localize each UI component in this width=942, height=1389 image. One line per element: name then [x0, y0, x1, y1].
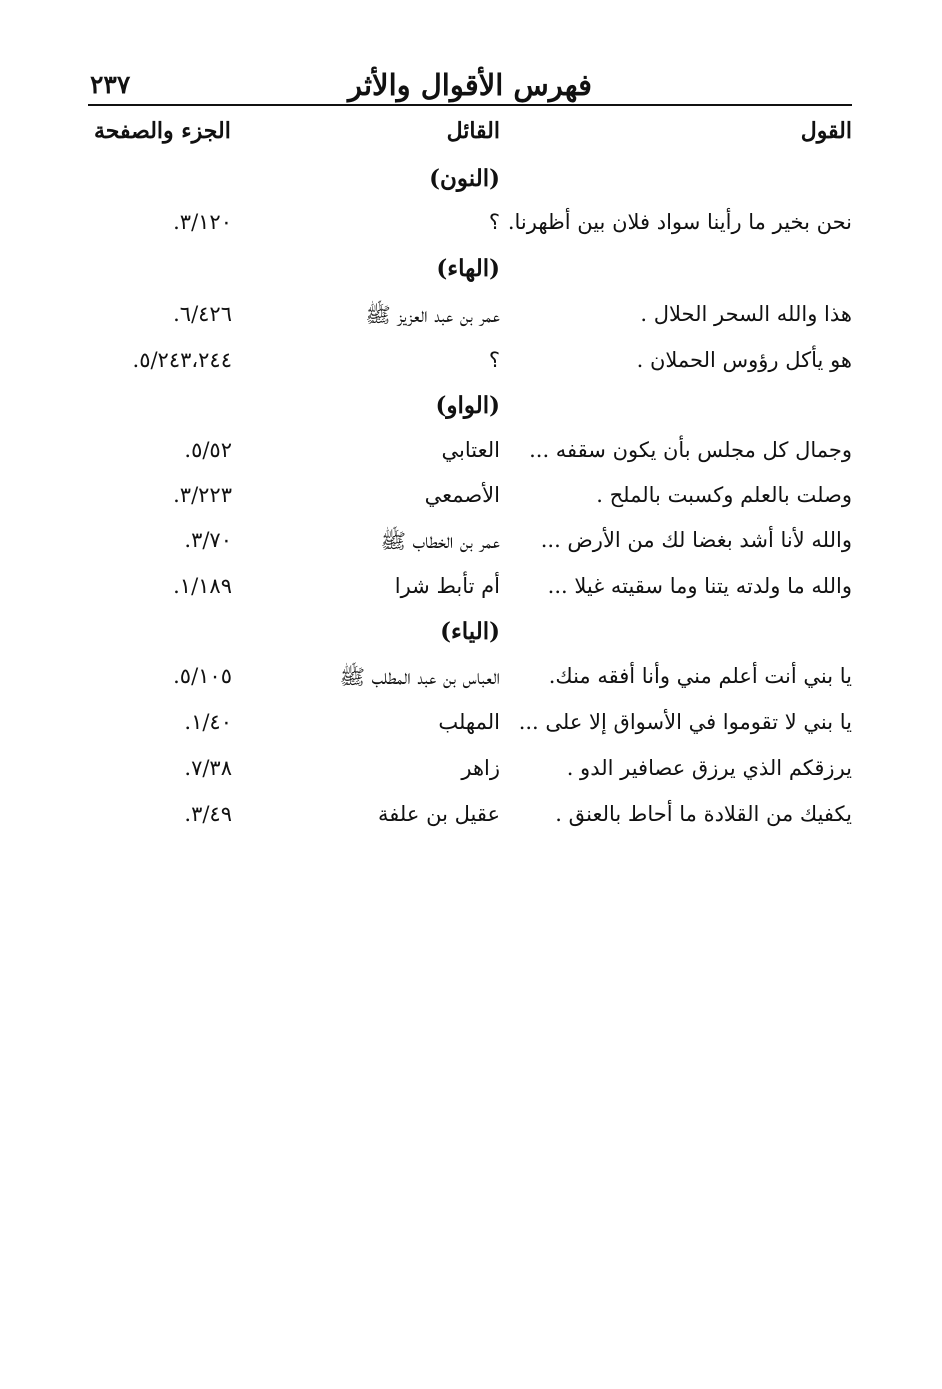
volume-page-ref: ٥/٥٢.	[184, 438, 232, 462]
page-title: فهرس الأقوال والأثر	[347, 68, 593, 102]
quote-text: يرزقكم الذي يرزق عصافير الدو .	[566, 756, 852, 780]
quote-text: وصلت بالعلم وكسبت بالملح .	[596, 483, 852, 507]
section-heading-waw: (الواو)	[435, 392, 500, 419]
table-row	[80, 348, 852, 386]
volume-page-ref: ١/٤٠.	[184, 710, 232, 734]
volume-page-ref: ٦/٤٢٦.	[173, 302, 232, 326]
quote-text: هو يأكل رؤوس الحملان .	[636, 348, 852, 372]
speaker-name: العباس بن عبد المطلب ﷺ	[339, 665, 500, 689]
section-heading-haa: (الهاء)	[436, 255, 500, 282]
volume-page-ref: ٣/١٢٠.	[173, 210, 232, 234]
speaker-name: أم تأبط شرا	[394, 574, 500, 598]
section-heading-noon: (النون)	[429, 165, 500, 192]
quote-text: وجمال كل مجلس بأن يكون سقفه ...	[529, 438, 852, 462]
volume-page-ref: ٣/٤٩.	[184, 802, 232, 826]
quote-text: نحن بخير ما رأينا سواد فلان بين أظهرنا.	[507, 210, 852, 234]
quote-text: هذا والله السحر الحلال .	[640, 302, 852, 326]
table-row	[80, 710, 852, 748]
table-row	[80, 528, 852, 566]
speaker-name: عقيل بن علفة	[378, 802, 500, 826]
volume-page-ref: ٣/٧٠.	[184, 528, 232, 552]
column-header-ref: الجزء والصفحة	[94, 118, 231, 144]
speaker-name: الأصمعي	[424, 483, 500, 507]
table-row	[80, 574, 852, 612]
speaker-name: زاهر	[461, 756, 500, 780]
section-heading-yaa: (الياء)	[440, 618, 500, 645]
speaker-name: المهلب	[438, 710, 500, 734]
speaker-name: ؟	[488, 348, 500, 372]
quote-text: والله لأنا أشد بغضا لك من الأرض ...	[540, 528, 852, 552]
page-number: ٢٣٧	[90, 70, 131, 99]
quote-text: يكفيك من القلادة ما أحاط بالعنق .	[555, 802, 852, 826]
table-row	[80, 664, 852, 702]
speaker-name: العتابي	[441, 438, 500, 462]
speaker-name: عمر بن الخطاب ﷺ	[380, 529, 500, 553]
table-row	[80, 438, 852, 476]
table-row	[80, 802, 852, 840]
quote-text: يا بني لا تقوموا في الأسواق إلا على ...	[518, 710, 852, 734]
table-row	[80, 302, 852, 340]
volume-page-ref: ٣/٢٢٣.	[173, 483, 232, 507]
column-header-quote: القول	[800, 118, 852, 144]
speaker-name: ؟	[488, 210, 500, 234]
table-row	[80, 210, 852, 248]
column-header-speaker: القائل	[446, 118, 500, 144]
quote-text: يا بني أنت أعلم مني وأنا أفقه منك.	[548, 664, 852, 688]
table-row	[80, 756, 852, 794]
quote-text: والله ما ولدته يتنا وما سقيته غيلا ...	[547, 574, 852, 598]
volume-page-ref: ٥/٢٤٣،٢٤٤.	[132, 348, 232, 372]
volume-page-ref: ٧/٣٨.	[184, 756, 232, 780]
speaker-name: عمر بن عبد العزيز ﷺ	[365, 303, 500, 327]
volume-page-ref: ٥/١٠٥.	[173, 664, 232, 688]
table-row	[80, 483, 852, 521]
volume-page-ref: ١/١٨٩.	[173, 574, 232, 598]
